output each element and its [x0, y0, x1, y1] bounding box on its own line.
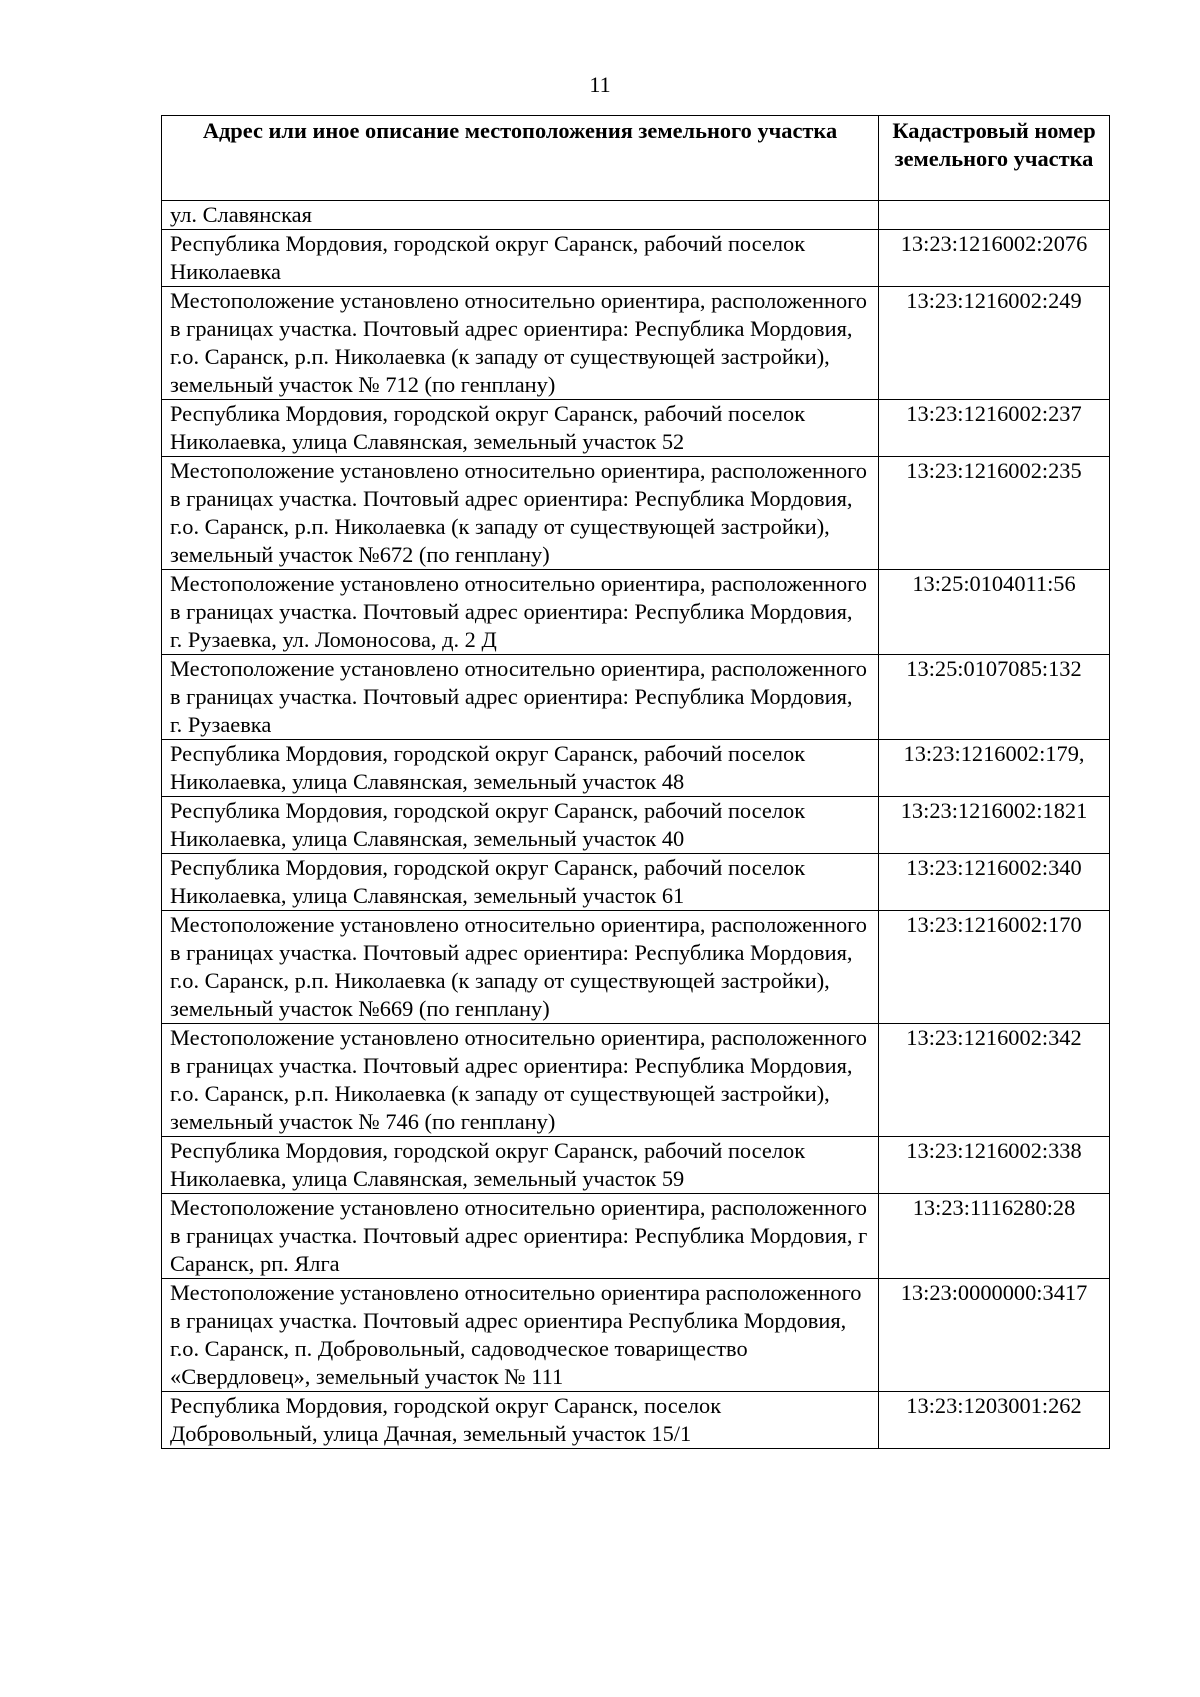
cadastral-number-cell: 13:23:1216002:1821 [879, 797, 1110, 854]
table-row [162, 1392, 1110, 1449]
land-plots-table [161, 115, 1110, 1449]
address-cell: Республика Мордовия, городской округ Саранск, рабочий поселок Николаевка, улица Славянская, земельный участок 48 [162, 740, 879, 797]
cadastral-number-cell: 13:23:1216002:338 [879, 1137, 1110, 1194]
cadastral-number-cell: 13:23:1216002:179, [879, 740, 1110, 797]
table-row [162, 230, 1110, 287]
table-row [162, 740, 1110, 797]
cadastral-number-cell: 13:23:1203001:262 [879, 1392, 1110, 1449]
table-row [162, 570, 1110, 655]
cadastral-number-cell [879, 201, 1110, 230]
cadastral-number-cell: 13:23:1216002:170 [879, 911, 1110, 1024]
address-cell: Местоположение установлено относительно ориентира, расположенного в границах участка. Почтовый адрес ориентира: Республика Мордовия, г. Рузаевка [162, 655, 879, 740]
address-cell: Местоположение установлено относительно ориентира, расположенного в границах участка. Почтовый адрес ориентира: Республика Мордовия, г.о. Саранск, р.п. Николаевка (к западу от существующей застройки), земельный участок № 746 (по генплану) [162, 1024, 879, 1137]
table-row [162, 797, 1110, 854]
table-row [162, 1137, 1110, 1194]
cadastral-number-cell: 13:23:1116280:28 [879, 1194, 1110, 1279]
cadastral-number-cell: 13:23:0000000:3417 [879, 1279, 1110, 1392]
address-cell: Местоположение установлено относительно ориентира, расположенного в границах участка. Почтовый адрес ориентира: Республика Мордовия, г.о. Саранск, р.п. Николаевка (к западу от существующей застройки), земельный участок № 712 (по генплану) [162, 287, 879, 400]
address-cell: Местоположение установлено относительно ориентира, расположенного в границах участка. Почтовый адрес ориентира: Республика Мордовия, г Саранск, рп. Ялга [162, 1194, 879, 1279]
address-cell: Республика Мордовия, городской округ Саранск, рабочий поселок Николаевка, улица Славянская, земельный участок 40 [162, 797, 879, 854]
table-row [162, 854, 1110, 911]
address-cell: Местоположение установлено относительно ориентира, расположенного в границах участка. Почтовый адрес ориентира: Республика Мордовия, г.о. Саранск, р.п. Николаевка (к западу от существующей застройки), земельный участок №669 (по генплану) [162, 911, 879, 1024]
address-cell: Республика Мордовия, городской округ Саранск, рабочий поселок Николаевка, улица Славянская, земельный участок 52 [162, 400, 879, 457]
cadastral-number-cell: 13:23:1216002:235 [879, 457, 1110, 570]
cadastral-number-cell: 13:23:1216002:2076 [879, 230, 1110, 287]
table-row [162, 1194, 1110, 1279]
cadastral-number-cell: 13:23:1216002:237 [879, 400, 1110, 457]
address-cell: Местоположение установлено относительно ориентира расположенного в границах участка. Почтовый адрес ориентира Республика Мордовия, г.о. Саранск, п. Добровольный, садоводческое товарищество «Свердловец», земельный участок № 111 [162, 1279, 879, 1392]
table-row [162, 655, 1110, 740]
address-cell: Республика Мордовия, городской округ Саранск, поселок Добровольный, улица Дачная, земельный участок 15/1 [162, 1392, 879, 1449]
address-cell: ул. Славянская [162, 201, 879, 230]
table-row [162, 201, 1110, 230]
cadastral-number-cell: 13:25:0104011:56 [879, 570, 1110, 655]
page-number: 11 [589, 72, 611, 97]
cadastral-number-cell: 13:23:1216002:340 [879, 854, 1110, 911]
cadastral-number-cell: 13:25:0107085:132 [879, 655, 1110, 740]
table-row [162, 911, 1110, 1024]
address-cell: Местоположение установлено относительно ориентира, расположенного в границах участка. Почтовый адрес ориентира: Республика Мордовия, г. Рузаевка, ул. Ломоносова, д. 2 Д [162, 570, 879, 655]
address-cell: Республика Мордовия, городской округ Саранск, рабочий поселок Николаевка, улица Славянская, земельный участок 61 [162, 854, 879, 911]
table-row [162, 1279, 1110, 1392]
table-header-row [162, 116, 1110, 201]
table-row [162, 287, 1110, 400]
column-header-cadastral-number: Кадастровый номер земельного участка [879, 116, 1110, 201]
table-row [162, 1024, 1110, 1137]
column-header-address: Адрес или иное описание местоположения земельного участка [162, 116, 879, 201]
table-row [162, 400, 1110, 457]
address-cell: Республика Мордовия, городской округ Саранск, рабочий поселок Николаевка, улица Славянская, земельный участок 59 [162, 1137, 879, 1194]
cadastral-number-cell: 13:23:1216002:249 [879, 287, 1110, 400]
address-cell: Республика Мордовия, городской округ Саранск, рабочий поселок Николаевка [162, 230, 879, 287]
table-row [162, 457, 1110, 570]
address-cell: Местоположение установлено относительно ориентира, расположенного в границах участка. Почтовый адрес ориентира: Республика Мордовия, г.о. Саранск, р.п. Николаевка (к западу от существующей застройки), земельный участок №672 (по генплану) [162, 457, 879, 570]
cadastral-number-cell: 13:23:1216002:342 [879, 1024, 1110, 1137]
